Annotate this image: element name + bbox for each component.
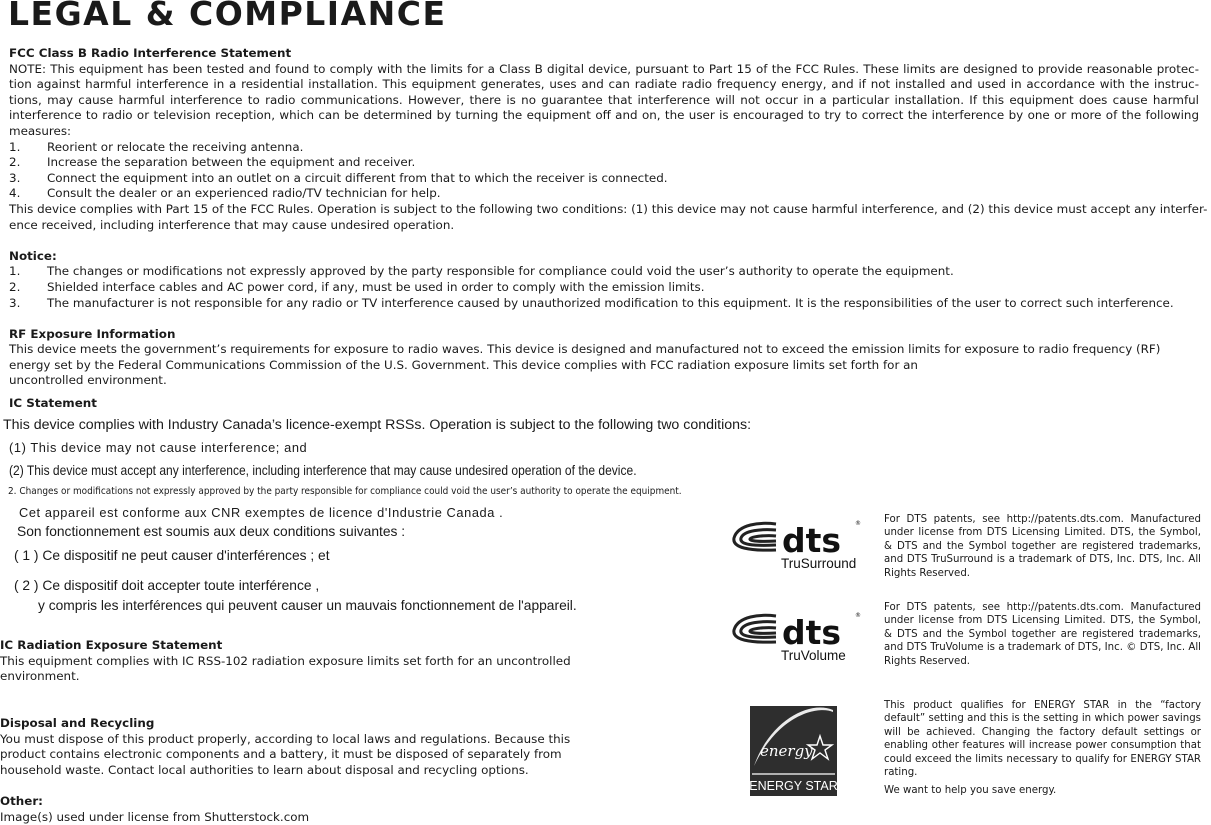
ic-french-3: ( 1 ) Ce dispositif ne peut causer d'interférences ; et [14, 548, 330, 563]
svg-text:energy: energy [760, 742, 813, 760]
ic-french-4: ( 2 ) Ce dispositif doit accepter toute interférence , [14, 578, 320, 593]
list-number: 2. [9, 279, 21, 294]
ic-radiation-text: This equipment complies with IC RSS-102 radiation exposure limits set forth for an uncontrolled environment. [0, 653, 571, 684]
disposal-text: You must dispose of this product properly, according to local laws and regulations. Because this product contains electronic components and a battery, it must be disposed of separately from household waste. Contact local authorities to learn about disposal and recycling options. [0, 731, 571, 777]
ic-french-5: y compris les interférences qui peuvent causer un mauvais fonctionnement de l'appareil. [38, 598, 577, 613]
list-text: Shielded interface cables and AC power cord, if any, must be used in order to comply with the emission limits. [47, 279, 705, 294]
fcc-part15: This device complies with Part 15 of the FCC Rules. Operation is subject to the following two conditions: (1) this device may not cause harmful interference, and (2) this device must accept any interfer-ence received, including interference that may cause undesired operation. [9, 201, 1208, 232]
other-section [0, 794, 600, 825]
list-text: The changes or modifications not expressly approved by the party responsible for compliance could void the user’s authority to operate the equipment. [47, 264, 954, 279]
svg-text:dts: dts [782, 521, 842, 560]
dts-truvolume-logo [730, 608, 860, 664]
dts-symbol-icon [730, 516, 860, 572]
svg-text:®: ® [855, 612, 861, 619]
svg-text:TruVolume: TruVolume [781, 648, 846, 663]
other-text: Image(s) used under license from Shutterstock.com [0, 809, 310, 824]
fcc-paragraph: NOTE: This equipment has been tested and found to comply with the limits for a Class B digital device, pursuant to Part 15 of the FCC Rules. These limits are designed to provide reasonable protec-tion against harmful interference in a residential installation. This equipment generates, uses and can radiate radio frequency energy, and if not installed and used in accordance with the instruc-tions, may cause harmful interference to radio communications. However, there is no guarantee that interference will not occur in a particular installation. If this equipment does cause harmful interference to radio or television reception, which can be determined by turning the equipment off and on, the user is encouraged to try to correct the interference by one or more of the following measures: [9, 61, 1199, 138]
list-number: 2. [9, 155, 21, 170]
ic-radiation-section [0, 638, 600, 685]
energy-star-tagline: We want to help you save energy. [884, 785, 1057, 797]
rf-line: energy set by the Federal Communications Commission of the U.S. Government. This device complies with FCC radiation exposure limits set forth for an [9, 357, 918, 372]
fcc-section [9, 46, 1209, 389]
notice-list-item [9, 264, 1209, 280]
fcc-list-item [9, 171, 1209, 187]
energy-star-logo [750, 706, 837, 796]
notice-list-item [9, 280, 1209, 296]
ic-line-3: (2) This device must accept any interference, including interference that may cause undesired operation of the device. [9, 462, 637, 478]
svg-text:®: ® [855, 520, 861, 527]
ic-line-1: This device complies with Industry Canada’s licence-exempt RSSs. Operation is subject to the following two conditions: [3, 417, 752, 433]
list-text: Increase the separation between the equipment and receiver. [47, 155, 416, 170]
list-text: Reorient or relocate the receiving antenna. [47, 139, 304, 154]
ic-heading: IC Statement [9, 396, 97, 410]
fcc-list-item [9, 140, 1209, 156]
ic-radiation-heading: IC Radiation Exposure Statement [0, 638, 223, 652]
svg-text:TruSurround: TruSurround [781, 556, 857, 571]
other-heading: Other: [0, 794, 43, 808]
list-text: The manufacturer is not responsible for any radio or TV interference caused by unauthorized modification to this equipment. It is the responsibilities of the user to correct such interference. [47, 295, 1174, 310]
dts-trusurround-logo [730, 516, 860, 572]
rf-heading: RF Exposure Information [9, 326, 176, 341]
ic-line-4: 2. Changes or modifications not expressly approved by the party responsible for compliance could void the user’s authority to operate the equipment. [8, 486, 682, 497]
list-text: Consult the dealer or an experienced radio/TV technician for help. [47, 186, 441, 201]
fcc-heading: FCC Class B Radio Interference Statement [9, 46, 292, 60]
ic-line-2: (1) This device may not cause interference; and [9, 440, 308, 455]
list-text: Connect the equipment into an outlet on a circuit different from that to which the receiver is connected. [47, 170, 668, 185]
list-number: 3. [9, 170, 21, 185]
disposal-heading: Disposal and Recycling [0, 716, 155, 730]
fcc-list-item [9, 186, 1209, 202]
rf-line: This device meets the government’s requirements for exposure to radio waves. This device is designed and manufactured not to exceed the emission limits for exposure to radio frequency (RF) [9, 342, 1161, 357]
energy-star-text: This product qualifies for ENERGY STAR in the “factory default” setting and this is the setting in which power savings will be achieved. Changing the factory default settings or enabling other features will increase power consumption that could exceed the limits necessary to qualify for ENERGY STAR rating. We want to help you save energy. [884, 700, 1201, 797]
rf-line: uncontrolled environment. [9, 373, 167, 388]
svg-text:dts: dts [782, 613, 842, 652]
list-number: 3. [9, 295, 21, 310]
fcc-list-item [9, 155, 1209, 171]
ic-french-2: Son fonctionnement est soumis aux deux conditions suivantes : [17, 524, 406, 539]
page-title: LEGAL & COMPLIANCE [8, 0, 447, 33]
dts-truvolume-text: For DTS patents, see http://patents.dts.com. Manufactured under license from DTS Licensing Limited. DTS, the Symbol, & DTS and the Symbol together are registered trademarks, and DTS TruVolume is a trademark of DTS, Inc. © DTS, Inc. All Rights Reserved. [884, 602, 1201, 667]
notice-list-item [9, 296, 1209, 312]
energy-star-icon [750, 706, 837, 796]
list-number: 1. [9, 139, 21, 154]
ic-french-1: Cet appareil est conforme aux CNR exemptes de licence d'Industrie Canada . [19, 505, 504, 520]
dts-trusurround-text: For DTS patents, see http://patents.dts.com. Manufactured under license from DTS Licensing Limited. DTS, the Symbol, & DTS and the Symbol together are registered trademarks, and DTS TruSurround is a trademark of DTS, Inc. DTS, Inc. All Rights Reserved. [884, 514, 1201, 579]
list-number: 1. [9, 264, 21, 279]
svg-text:ENERGY STAR: ENERGY STAR [749, 779, 838, 793]
list-number: 4. [9, 186, 21, 201]
notice-heading: Notice: [9, 248, 57, 263]
dts-symbol-icon [730, 608, 860, 664]
disposal-section [0, 716, 600, 778]
